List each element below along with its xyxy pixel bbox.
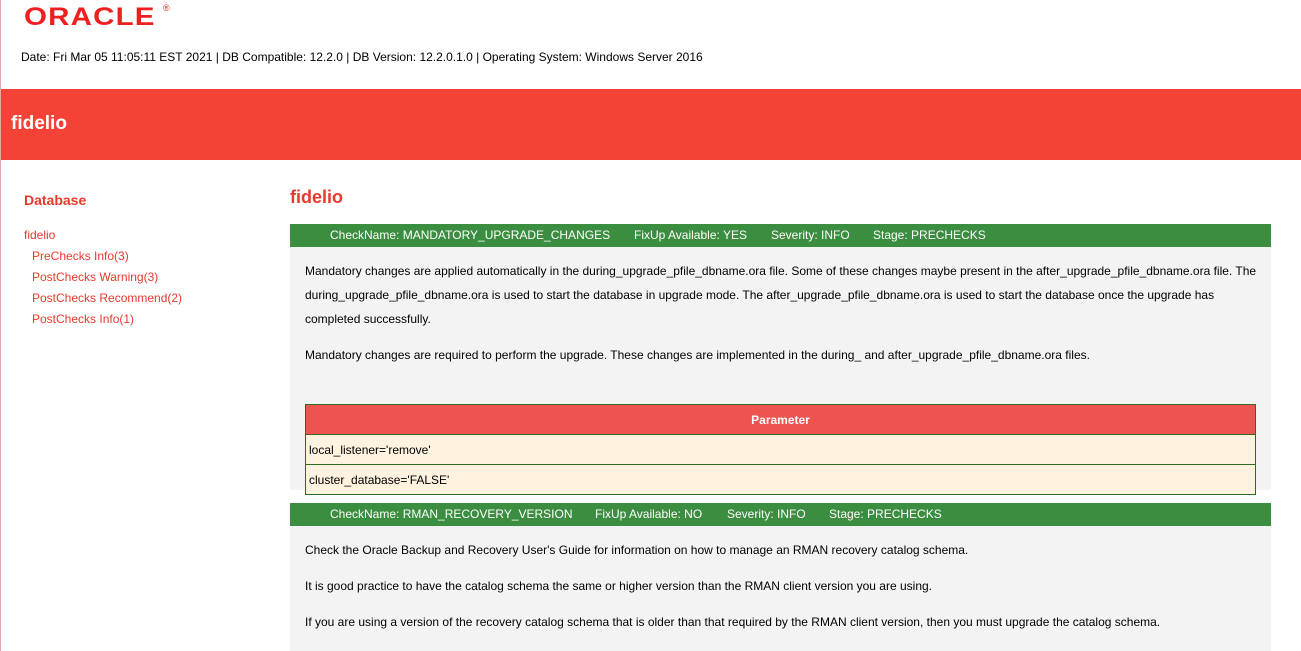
table-header-parameter: Parameter xyxy=(306,405,1256,435)
environment-info: Date: Fri Mar 05 11:05:11 EST 2021 | DB Compatible: 12.2.0 | DB Version: 12.2.0.1.0 | Operating System: Windows Server 2016 xyxy=(21,50,703,64)
check-name: CheckName: RMAN_RECOVERY_VERSION xyxy=(330,507,573,521)
table-row xyxy=(306,435,1256,465)
sidebar-item-postchecks-warning[interactable]: PostChecks Warning(3) xyxy=(32,270,159,284)
sidebar-item-prechecks-info[interactable]: PreChecks Info(3) xyxy=(32,249,129,263)
page-banner xyxy=(1,89,1301,160)
check-stage: Stage: PRECHECKS xyxy=(873,228,986,242)
table-row xyxy=(306,465,1256,495)
check-fixup: FixUp Available: NO xyxy=(595,507,703,521)
sidebar-item-postchecks-recommend[interactable]: PostChecks Recommend(2) xyxy=(32,291,183,305)
banner-title: fidelio xyxy=(11,113,67,134)
table-cell: cluster_database='FALSE' xyxy=(306,465,1256,495)
check-description: Check the Oracle Backup and Recovery User's Guide for information on how to manage an RMAN recovery catalog schema. xyxy=(305,543,969,557)
check-description: If you are using a version of the recovery catalog schema that is older than that required by the RMAN client version, then you must upgrade the catalog schema. xyxy=(305,615,1161,629)
check-name: CheckName: MANDATORY_UPGRADE_CHANGES xyxy=(330,228,611,242)
check-header xyxy=(290,224,1271,247)
table-cell: local_listener='remove' xyxy=(306,435,1256,465)
registered-mark: ® xyxy=(163,3,170,13)
main-title: fidelio xyxy=(290,187,343,207)
check-description: It is good practice to have the catalog schema the same or higher version than the RMAN client version you are using. xyxy=(305,579,932,593)
check-fixup: FixUp Available: YES xyxy=(634,228,747,242)
check-header xyxy=(290,503,1271,526)
sidebar-item-postchecks-info[interactable]: PostChecks Info(1) xyxy=(32,312,135,326)
sidebar-database-link[interactable]: fidelio xyxy=(24,228,56,242)
table-header-row xyxy=(306,405,1256,435)
check-body xyxy=(290,526,1271,651)
check-severity: Severity: INFO xyxy=(771,228,850,242)
parameter-table xyxy=(305,404,1256,495)
check-stage: Stage: PRECHECKS xyxy=(829,507,942,521)
check-severity: Severity: INFO xyxy=(727,507,806,521)
check-description: Mandatory changes are required to perform the upgrade. These changes are implemented in the during_ and after_upgrade_pfile_dbname.ora files. xyxy=(305,348,1090,362)
check-description: Mandatory changes are applied automatically in the during_upgrade_pfile_dbname.ora file. Some of these changes maybe present in the after_upgrade_pfile_dbname.ora file. The during_upgrade_pfile_dbname.ora is used to start the database in upgrade mode. The after_upgrade_pfile_dbname.ora is used to start the database once the upgrade has completed successfully. xyxy=(305,264,1257,326)
sidebar-heading: Database xyxy=(24,192,87,208)
check-body xyxy=(290,247,1271,490)
sidebar-nav xyxy=(32,249,182,333)
oracle-logo: ORACLE xyxy=(24,3,156,31)
